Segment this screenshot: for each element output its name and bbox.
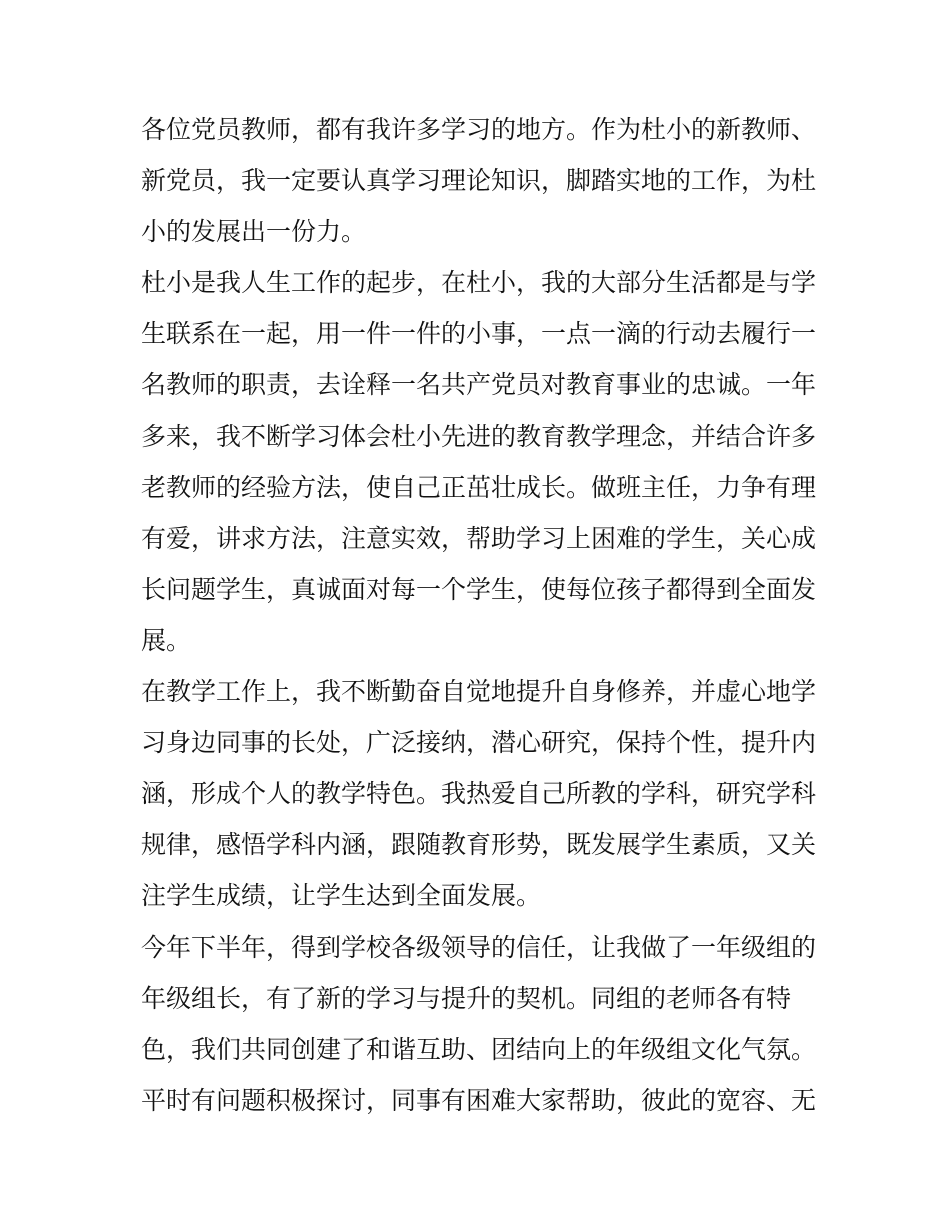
text-line: 生联系在一起，用一件一件的小事，一点一滴的行动去履行一 <box>141 319 817 349</box>
text-line: 名教师的职责，去诠释一名共产党员对教育事业的忠诚。一年 <box>141 370 817 400</box>
text-line: 杜小是我人生工作的起步，在杜小，我的大部分生活都是与学 <box>141 268 817 298</box>
text-line: 新党员，我一定要认真学习理论知识，脚踏实地的工作，为杜 <box>141 166 817 196</box>
text-line: 色，我们共同创建了和谐互助、团结向上的年级组文化气氛。 <box>141 1034 817 1064</box>
text-line: 长问题学生，真诚面对每一个学生，使每位孩子都得到全面发 <box>141 574 817 604</box>
text-line: 展。 <box>141 625 192 655</box>
text-line: 注学生成绩，让学生达到全面发展。 <box>141 881 542 911</box>
text-line: 各位党员教师，都有我许多学习的地方。作为杜小的新教师、 <box>141 115 817 144</box>
text-line: 有爱，讲求方法，注意实效，帮助学习上困难的学生，关心成 <box>141 523 817 553</box>
text-line: 老教师的经验方法，使自己正茁壮成长。做班主任，力争有理 <box>141 472 817 502</box>
text-line: 多来，我不断学习体会杜小先进的教育教学理念，并结合许多 <box>141 421 817 451</box>
body-text <box>141 104 816 1126</box>
text-line: 规律，感悟学科内涵，跟随教育形势，既发展学生素质，又关 <box>141 830 817 860</box>
text-line: 涵，形成个人的教学特色。我热爱自己所教的学科，研究学科 <box>141 779 817 809</box>
text-line: 今年下半年，得到学校各级领导的信任，让我做了一年级组的 <box>141 932 817 962</box>
text-line: 平时有问题积极探讨，同事有困难大家帮助，彼此的宽容、无 <box>141 1085 817 1115</box>
text-line: 年级组长，有了新的学习与提升的契机。同组的老师各有特 <box>141 983 792 1013</box>
text-line: 在教学工作上，我不断勤奋自觉地提升自身修养，并虚心地学 <box>141 677 817 707</box>
text-line: 习身边同事的长处，广泛接纳，潜心研究，保持个性，提升内 <box>141 728 817 758</box>
text-line: 小的发展出一份力。 <box>141 217 367 247</box>
